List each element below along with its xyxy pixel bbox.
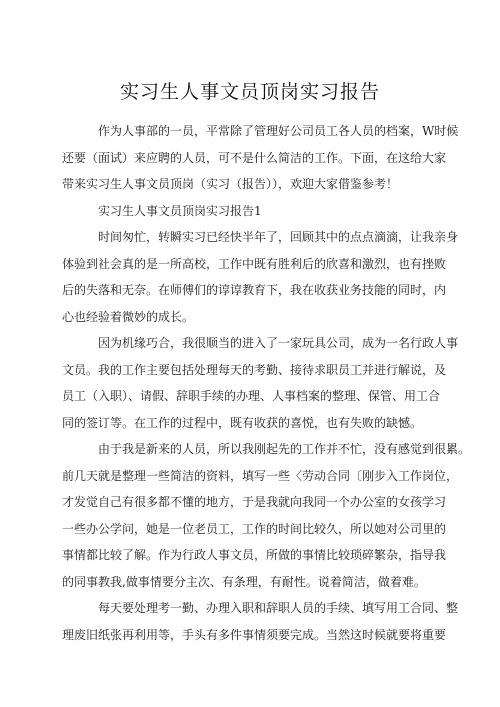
paragraph-line: 作为人事部的一员，平常除了管理好公司员工各人员的档案，W时候 bbox=[98, 124, 459, 138]
paragraph-line: 前几天就是整理一些简洁的资料，填写一些〈劳动合同〔刚步入工作岗位， bbox=[62, 469, 459, 483]
paragraph-line: 时间匆忙，转瞬实习已经快半年了，回顾其中的点点滴滴，让我亲身 bbox=[98, 230, 459, 244]
paragraph-line: 同的签订等。在工作的过程中，既有收获的喜悦，也有失败的缺憾。 bbox=[62, 416, 423, 430]
paragraph-line: 带来实习生人事文员顶岗（实习（报告）），欢迎大家借鉴参考！ bbox=[62, 177, 399, 191]
paragraph-line: 理废旧纸张再利用等，手头有多件事情须要完成。当然这时候就要将重要 bbox=[62, 628, 447, 642]
paragraph-line: 心也经验着微妙的成长。 bbox=[62, 310, 195, 324]
paragraph-line: 体验到社会真的是一所高校，工作中既有胜利后的欣喜和激烈，也有挫败 bbox=[62, 257, 447, 271]
paragraph-line: 文员。我的工作主要包括处理每天的考勤、接待求职员工并进行解说，及 bbox=[62, 363, 447, 377]
paragraph-line: 由于我是新来的人员，所以我刚起先的工作并不忙，没有感觉到很累。 bbox=[98, 442, 471, 456]
paragraph-line: 事情都比较了解。作为行政人事文员，所做的事情比较琐碎繁杂，指导我 bbox=[62, 548, 447, 562]
paragraph-line: 一些办公学问，她是一位老员工，工作的时间比较久，所以她对公司里的 bbox=[62, 522, 447, 536]
page-title: 实习生人事文员顶岗实习报告 bbox=[119, 81, 380, 103]
paragraph-line: 员工（入职）、请假、辞职手续的办理、人事档案的整理、保管、用工合 bbox=[62, 389, 441, 403]
paragraph-line: 还要（面试）来应聘的人员，可不是什么简洁的工作。下面，在这给大家 bbox=[62, 151, 447, 165]
paragraph-line: 才发觉自己有很多都不懂的地方，于是我就向我同一个办公室的女孩学习 bbox=[62, 495, 447, 509]
paragraph-line: 因为机缘巧合，我很顺当的进入了一家玩具公司，成为一名行政人事 bbox=[98, 336, 459, 350]
paragraph-line: 每天要处理考一勤、办理入职和辞职人员的手续、填写用工合同、整 bbox=[98, 601, 459, 615]
paragraph-line: 后的失落和无奈。在师傅们的谆谆教育下，我在收获业务技能的同时，内 bbox=[62, 283, 447, 297]
section-heading: 实习生人事文员顶岗实习报告1 bbox=[98, 204, 262, 218]
paragraph-line: 的同事教我,做事情要分主次、有条理，有耐性。说着简洁，做着难。 bbox=[62, 575, 426, 589]
